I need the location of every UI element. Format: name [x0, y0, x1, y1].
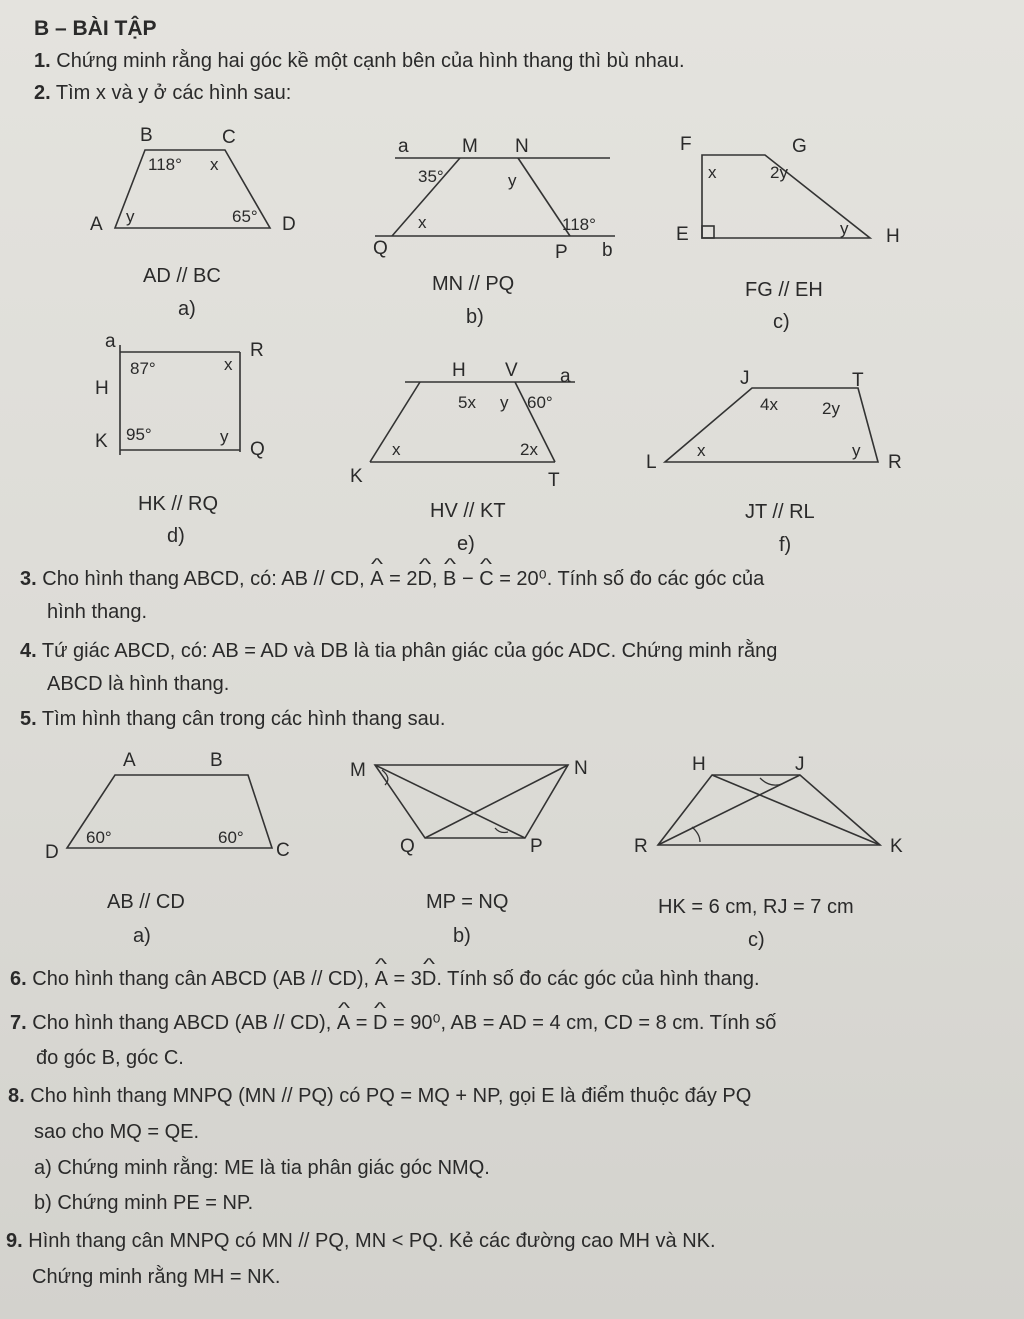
figure-letter: e): [457, 533, 475, 555]
exercise-text: Tìm x và y ở các hình sau:: [55, 82, 292, 104]
vertex-label: D: [282, 214, 296, 235]
figure-letter: a): [178, 298, 196, 320]
exercise-number: 6.: [10, 968, 27, 990]
angle-label: 87°: [130, 359, 156, 378]
exercise-4-line-2: ABCD là hình thang.: [47, 673, 230, 695]
vertex-label: a: [560, 366, 571, 387]
figure-letter: c): [773, 311, 790, 333]
trapezoid-5b: [375, 765, 568, 838]
exercise-number: 1.: [34, 50, 51, 72]
angle-symbol: ^ D: [422, 966, 436, 992]
figure-caption: HK = 6 cm, RJ = 7 cm: [658, 896, 854, 918]
exercise-3-line-1: [20, 566, 764, 592]
text-segment: = 90⁰, AB = AD = 4 cm, CD = 8 cm. Tính số: [387, 1012, 777, 1034]
section-heading: B – BÀI TẬP: [34, 17, 157, 40]
text-segment: Cho hình thang MNPQ (MN // PQ) có PQ = MQ + NP, gọi E là điểm thuộc đáy PQ: [30, 1085, 752, 1107]
text-segment: . Tính số đo các góc của hình thang.: [436, 968, 760, 990]
angle-label: 118°: [148, 155, 182, 174]
exercise-8-line-1: [8, 1083, 751, 1109]
angle-symbol: ^ D: [417, 566, 431, 592]
exercise-4-line-1: [20, 638, 777, 664]
vertex-label: A: [123, 750, 136, 771]
angle-label: 2y: [822, 399, 840, 418]
figure-letter: a): [133, 925, 151, 947]
text-segment: =: [350, 1012, 373, 1034]
vertex-label: a: [105, 331, 116, 352]
diagonal-mp: [375, 765, 525, 838]
angle-label: 95°: [126, 425, 152, 444]
exercise-number: 4.: [20, 640, 37, 662]
angle-label: x: [697, 441, 706, 460]
vertex-label: b: [602, 240, 613, 261]
angle-label: x: [708, 163, 717, 182]
exercise-9-line-1: [6, 1228, 716, 1254]
angle-label: 5x: [458, 393, 476, 412]
angle-label: 65°: [232, 207, 258, 226]
angle-label: y: [852, 441, 861, 460]
vertex-label: Q: [373, 238, 388, 259]
vertex-label: B: [140, 125, 153, 146]
angle-label: 118°: [562, 215, 596, 234]
vertex-label: V: [505, 360, 518, 381]
exercise-text: Chứng minh rằng hai góc kề một cạnh bên của hình thang thì bù nhau.: [56, 50, 685, 72]
exercise-5: [20, 706, 445, 732]
vertex-label: T: [548, 470, 560, 491]
vertex-label: H: [692, 754, 706, 775]
angle-symbol: ^ A: [375, 966, 388, 992]
figure-caption: FG // EH: [745, 279, 823, 301]
vertex-label: H: [886, 226, 900, 247]
vertex-label: H: [95, 378, 109, 399]
angle-label: y: [126, 207, 135, 226]
vertex-label: A: [90, 214, 103, 235]
trapezoid-5c: [658, 775, 880, 845]
exercise-number: 9.: [6, 1230, 23, 1252]
vertex-label: T: [852, 370, 864, 391]
figure-letter: d): [167, 525, 185, 547]
text-segment: = 20⁰. Tính số đo các góc của: [493, 568, 765, 590]
text-segment: ,: [431, 568, 444, 590]
exercise-9-line-2: Chứng minh rằng MH = NK.: [32, 1266, 281, 1288]
vertex-label: M: [350, 760, 366, 781]
figure-letter: b): [466, 306, 484, 328]
vertex-label: F: [680, 134, 692, 155]
vertex-label: C: [276, 840, 290, 861]
angle-label: 2x: [520, 440, 538, 459]
figure-letter: b): [453, 925, 471, 947]
exercise-7-line-1: [10, 1010, 776, 1036]
vertex-label: N: [574, 758, 588, 779]
figure-caption: HV // KT: [430, 500, 506, 522]
angle-label: y: [220, 427, 229, 446]
vertex-label: P: [530, 836, 543, 857]
angle-label: y: [500, 393, 509, 412]
angle-label: y: [508, 171, 517, 190]
exercise-number: 3.: [20, 568, 37, 590]
text-segment: Tứ giác ABCD, có: AB = AD và DB là tia phân giác của góc ADC. Chứng minh rằng: [41, 640, 778, 662]
angle-label: 35°: [418, 167, 444, 186]
vertex-label: R: [634, 836, 648, 857]
angle-label: x: [392, 440, 401, 459]
vertex-label: a: [398, 136, 409, 157]
vertex-label: E: [676, 224, 689, 245]
figure-caption: AD // BC: [143, 265, 221, 287]
vertex-label: H: [452, 360, 466, 381]
exercise-8-line-4: b) Chứng minh PE = NP.: [34, 1192, 254, 1214]
exercise-number: 7.: [10, 1012, 27, 1034]
angle-label: 60°: [86, 828, 112, 847]
angle-label: x: [210, 155, 219, 174]
vertex-label: L: [646, 452, 657, 473]
text-segment: Hình thang cân MNPQ có MN // PQ, MN < PQ. Kẻ các đường cao MH và NK.: [28, 1230, 716, 1252]
exercise-number: 2.: [34, 82, 51, 104]
vertex-label: K: [890, 836, 903, 857]
figure-caption: MN // PQ: [432, 273, 515, 295]
vertex-label: R: [250, 340, 264, 361]
angle-label: y: [840, 219, 849, 238]
angle-label: x: [224, 355, 233, 374]
angle-label: 4x: [760, 395, 778, 414]
vertex-label: Q: [250, 439, 265, 460]
text-segment: = 2: [383, 568, 418, 590]
angle-symbol: ^ A: [337, 1010, 350, 1036]
angle-symbol: ^ D: [373, 1010, 387, 1036]
figure-caption: JT // RL: [745, 501, 815, 523]
vertex-label: D: [45, 842, 59, 863]
right-angle-mark: [702, 226, 714, 238]
exercise-number: 8.: [8, 1085, 25, 1107]
vertex-label: J: [740, 368, 750, 389]
vertex-label: N: [515, 136, 529, 157]
text-segment: Cho hình thang cân ABCD (AB // CD),: [32, 968, 375, 990]
figure-letter: c): [748, 929, 765, 951]
vertex-label: Q: [400, 836, 415, 857]
diagonal-hk: [712, 775, 880, 845]
vertex-label: J: [795, 754, 805, 775]
angle-label: x: [418, 213, 427, 232]
vertex-label: M: [462, 136, 478, 157]
angle-label: 60°: [527, 393, 553, 412]
vertex-label: R: [888, 452, 902, 473]
text-segment: = 3: [387, 968, 422, 990]
angle-label: 60°: [218, 828, 244, 847]
exercise-8-line-2: sao cho MQ = QE.: [34, 1121, 200, 1143]
angle-symbol: ^ A: [370, 566, 383, 592]
exercise-6: [10, 966, 760, 992]
exercise-number: 5.: [20, 708, 37, 730]
figure-caption: HK // RQ: [138, 493, 219, 515]
figure-letter: f): [779, 534, 792, 556]
exercise-8-line-3: a) Chứng minh rằng: ME là tia phân giác góc NMQ.: [34, 1157, 490, 1179]
exercise-text: Tìm hình thang cân trong các hình thang sau.: [41, 708, 446, 730]
vertex-label: B: [210, 750, 223, 771]
text-segment: Cho hình thang ABCD, có: AB // CD,: [42, 568, 371, 590]
angle-symbol: ^ B: [443, 566, 456, 592]
text-segment: Cho hình thang ABCD (AB // CD),: [32, 1012, 337, 1034]
exercise-7-line-2: đo góc B, góc C.: [36, 1047, 184, 1069]
vertex-label: G: [792, 136, 807, 157]
vertex-label: K: [95, 431, 108, 452]
figure-caption: MP = NQ: [426, 891, 509, 913]
angle-symbol: ^ C: [479, 566, 493, 592]
vertex-label: C: [222, 127, 236, 148]
figure-caption: AB // CD: [107, 891, 185, 913]
vertex-label: K: [350, 466, 363, 487]
text-segment: −: [456, 568, 480, 590]
exercise-3-line-2: hình thang.: [47, 601, 148, 623]
angle-label: 2y: [770, 163, 788, 182]
vertex-label: P: [555, 242, 568, 263]
